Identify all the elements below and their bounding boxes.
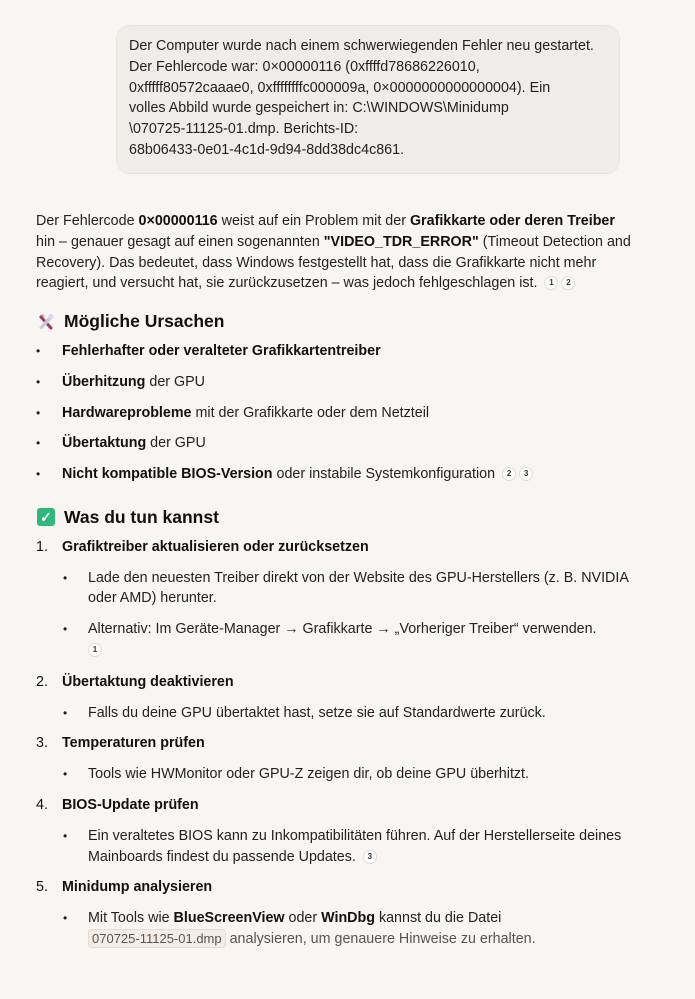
causes-list xyxy=(36,341,636,485)
text: oder xyxy=(284,910,322,927)
text: mit der Grafikkarte oder dem Netzteil xyxy=(191,404,430,421)
list-item xyxy=(36,372,636,393)
step-title: Grafiktreiber aktualisieren oder zurücksetzen xyxy=(62,538,369,555)
text: analysieren, um genauere Hinweise zu erhalten. xyxy=(225,930,536,947)
sub-item xyxy=(36,619,636,661)
citation-badge[interactable]: 1 xyxy=(544,276,558,290)
error-code: 0×00000116 xyxy=(138,213,218,229)
list-item xyxy=(36,433,636,454)
text: Mit Tools wie xyxy=(88,910,174,927)
step-item xyxy=(36,877,636,949)
message-line: Der Computer wurde nach einem schwerwiegenden Fehler neu gestartet. xyxy=(129,38,594,54)
bold-text: "VIDEO_TDR_ERROR" xyxy=(323,233,479,250)
step-item xyxy=(36,733,636,785)
step-number: 1. xyxy=(36,538,48,555)
text: Alternativ: Im Geräte-Manager → Grafikkarte → „Vorheriger Treiber“ verwenden. xyxy=(88,621,597,638)
bold-text: Fehlerhafter oder veralteter Grafikkartentreiber xyxy=(62,342,381,359)
step-number: 2. xyxy=(36,673,48,690)
text: kannst du die Datei xyxy=(374,910,502,927)
message-line: 68b06433-0e01-4c1d-9d94-8dd38dc4c861. xyxy=(129,141,405,158)
text: Ein veraltetes BIOS kann zu Inkompatibilitäten führen. Auf der Herstellerseite deines Mainboards findest du passende Updates. xyxy=(88,827,622,865)
list-item xyxy=(36,464,636,485)
bold-text: Hardwareprobleme xyxy=(62,404,192,421)
step-number: 5. xyxy=(36,879,48,896)
step-item xyxy=(36,672,636,724)
bold-text: Übertaktung xyxy=(62,435,147,452)
message-line: volles Abbild wurde gespeichert in: C:\WINDOWS\Minidump xyxy=(129,100,509,117)
step-title: Übertaktung deaktivieren xyxy=(62,673,234,690)
actions-heading xyxy=(36,507,636,528)
text: oder instabile Systemkonfiguration xyxy=(272,466,496,483)
text: (Timeout Detection and Recovery). Das bedeutet, dass Windows festgestellt hat, dass die Grafikkarte nicht mehr reagiert, und versucht hat, sie zurückzusetzen – was jedoch fehlgeschlagen ist. xyxy=(36,233,631,292)
heading-text: Was du tun kannst xyxy=(64,506,219,527)
sub-item xyxy=(36,703,636,724)
citation-badge[interactable]: 3 xyxy=(363,850,377,864)
step-number: 3. xyxy=(36,735,48,752)
citation-badge[interactable]: 2 xyxy=(561,276,575,290)
text: weist auf ein Problem mit der xyxy=(217,213,410,229)
check-mark-icon: ✓ xyxy=(36,507,56,527)
bold-text: Grafikkarte oder deren Treiber xyxy=(409,213,615,229)
citation-badge[interactable]: 2 xyxy=(502,467,516,481)
step-title: Temperaturen prüfen xyxy=(62,735,205,752)
text: Falls du deine GPU übertaktet hast, setze sie auf Standardwerte zurück. xyxy=(88,704,546,721)
message-line: \070725-11125-01.dmp. Berichts-ID: xyxy=(129,121,359,138)
hammer-and-wrench-icon xyxy=(36,312,56,332)
inline-code-filename: 070725-11125-01.dmp xyxy=(88,929,226,948)
message-line: Der Fehlercode war: 0×00000116 (0xffffd78686226010, xyxy=(129,58,480,75)
sub-item xyxy=(36,568,636,610)
step-title: BIOS-Update prüfen xyxy=(62,796,199,813)
text: Tools wie HWMonitor oder GPU-Z zeigen dir, ob deine GPU überhitzt. xyxy=(88,766,530,783)
heading-text: Mögliche Ursachen xyxy=(64,311,225,332)
intro-paragraph xyxy=(36,211,636,294)
text: der GPU xyxy=(145,373,205,390)
message-line: 0xfffff80572caaae0, 0xffffffffc000009a, 0×0000000000000004). Ein xyxy=(129,79,551,96)
text: hin – genauer gesagt auf einen sogenannten xyxy=(36,233,324,250)
assistant-response xyxy=(36,211,636,950)
list-item xyxy=(36,403,636,424)
citation-badge[interactable]: 1 xyxy=(88,643,102,657)
tool-name: WinDbg xyxy=(321,910,375,927)
step-number: 4. xyxy=(36,796,48,813)
sub-item xyxy=(36,764,636,785)
actions-list xyxy=(36,537,636,950)
bold-text: Überhitzung xyxy=(62,373,146,390)
text: der GPU xyxy=(146,435,206,452)
text: Lade den neuesten Treiber direkt von der Website des GPU-Herstellers (z. B. NVIDIA oder AMD) herunter. xyxy=(88,569,629,607)
list-item xyxy=(36,341,636,362)
step-item xyxy=(36,795,636,867)
step-item xyxy=(36,537,636,661)
text: Der Fehlercode xyxy=(36,213,139,229)
bold-text: Nicht kompatible BIOS-Version xyxy=(62,466,273,483)
tool-name: BlueScreenView xyxy=(173,910,285,927)
causes-heading xyxy=(36,311,636,332)
citation-badge[interactable]: 3 xyxy=(519,467,533,481)
user-message-bubble xyxy=(116,25,620,174)
step-title: Minidump analysieren xyxy=(62,879,213,896)
sub-item xyxy=(36,826,636,868)
sub-item xyxy=(36,908,636,950)
